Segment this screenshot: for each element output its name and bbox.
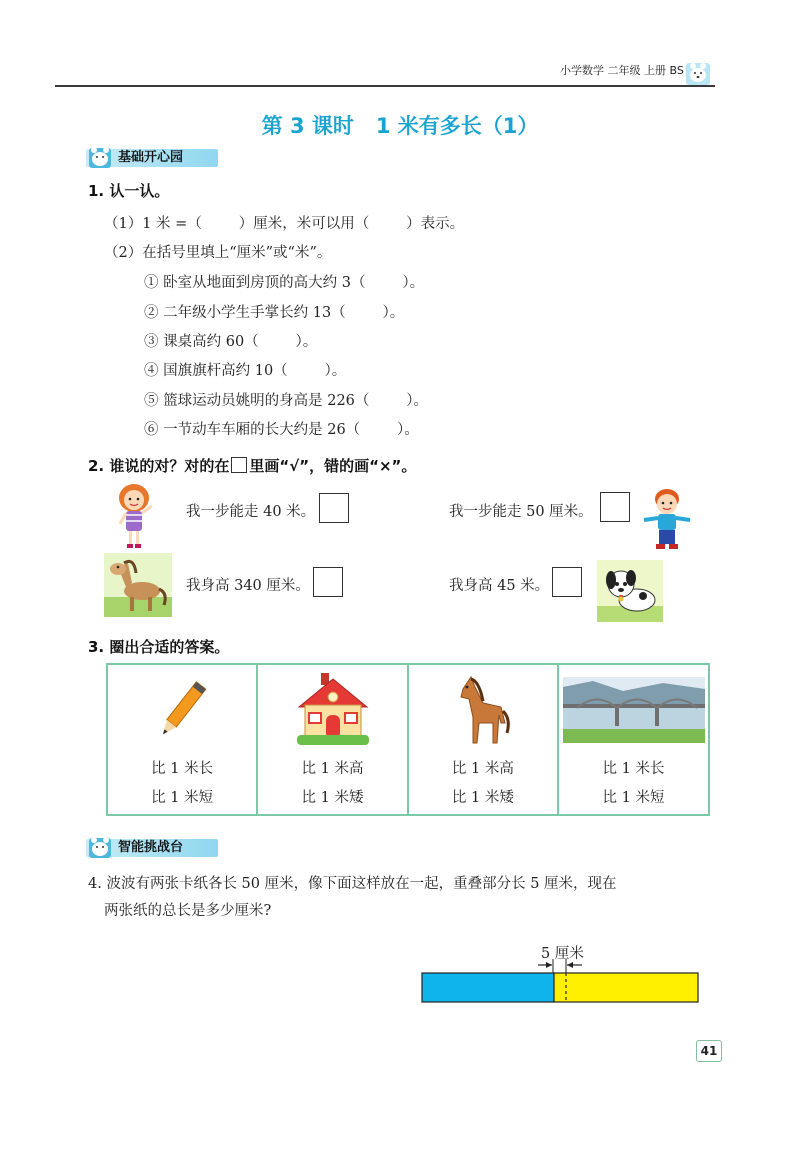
book-header: 小学数学 二年级 上册 BS xyxy=(560,64,684,77)
lesson-number: 第 3 课时 xyxy=(261,114,354,138)
lesson-topic: 1 米有多长（1） xyxy=(375,114,539,138)
section-basic-label: 基础开心园 xyxy=(118,150,184,165)
q2-title-end: 里画“√”，错的画“×”。 xyxy=(249,457,417,475)
choice-cell-pencil xyxy=(107,664,257,815)
boy-icon xyxy=(640,487,694,553)
statement-horse: 我身高 340 厘米。 xyxy=(186,578,310,594)
paper-strips-diagram xyxy=(420,955,702,1005)
q1-part1: （1）1 米 =（ ）厘米，米可以用（ ）表示。 xyxy=(104,216,465,232)
q1-part2: （2）在括号里填上“厘米”或“米”。 xyxy=(104,245,332,261)
bear-icon xyxy=(685,60,711,86)
bear-icon xyxy=(88,835,112,859)
option[interactable]: 比 1 米长 xyxy=(602,761,665,777)
girl-icon xyxy=(112,482,156,550)
q4-text-line1: 4. 波波有两张卡纸各长 50 厘米，像下面这样放在一起，重叠部分长 5 厘米，现在 xyxy=(88,876,617,892)
answer-box-girl[interactable] xyxy=(319,493,349,523)
section-basic xyxy=(86,145,226,169)
q1-item: ⑥ 一节动车车厢的长大约是 26（ ）。 xyxy=(144,422,419,438)
choice-cell-horse xyxy=(408,664,558,815)
section-challenge-label: 智能挑战台 xyxy=(118,840,184,855)
pencil-icon xyxy=(152,675,212,745)
dog-picture-icon xyxy=(597,560,663,622)
statement-girl: 我一步能走 40 米。 xyxy=(186,504,316,520)
q1-item: ② 二年级小学生手掌长约 13（ ）。 xyxy=(144,305,405,321)
bear-icon xyxy=(88,145,112,169)
statement-dog: 我身高 45 米。 xyxy=(449,578,550,594)
q1-item: ④ 国旗旗杆高约 10（ ）。 xyxy=(144,363,347,379)
option[interactable]: 比 1 米短 xyxy=(151,790,214,806)
choice-cell-house xyxy=(257,664,407,815)
choice-cell-bridge xyxy=(558,664,709,815)
choice-table xyxy=(106,663,710,816)
overlap-label: 5 厘米 xyxy=(541,946,584,962)
checkbox-sample-icon xyxy=(231,457,247,473)
answer-box-horse[interactable] xyxy=(313,567,343,597)
q1-item: ⑤ 篮球运动员姚明的身高是 226（ ）。 xyxy=(144,393,429,409)
horse-icon xyxy=(453,673,513,747)
section-challenge xyxy=(86,835,226,859)
header-rule xyxy=(55,85,715,87)
option[interactable]: 比 1 米矮 xyxy=(301,790,364,806)
q2-title-start: 2. 谁说的对？对的在 xyxy=(88,457,230,475)
lesson-title xyxy=(0,110,800,140)
q1-title: 1. 认一认。 xyxy=(88,182,170,200)
answer-box-dog[interactable] xyxy=(552,567,582,597)
horse-picture-icon xyxy=(104,553,172,617)
house-icon xyxy=(295,671,371,749)
option[interactable]: 比 1 米高 xyxy=(451,761,514,777)
right-strip xyxy=(554,973,698,1002)
option[interactable]: 比 1 米长 xyxy=(151,761,214,777)
bridge-icon xyxy=(563,677,705,743)
q3-title: 3. 圈出合适的答案。 xyxy=(88,638,230,656)
option[interactable]: 比 1 米高 xyxy=(301,761,364,777)
page-number: 41 xyxy=(696,1040,722,1062)
q1-item: ① 卧室从地面到房顶的高大约 3（ ）。 xyxy=(144,275,425,291)
q4-text-line2: 两张纸的总长是多少厘米? xyxy=(104,903,272,919)
left-strip xyxy=(422,973,554,1002)
option[interactable]: 比 1 米矮 xyxy=(451,790,514,806)
q2-title xyxy=(88,455,416,476)
q1-item: ③ 课桌高约 60（ ）。 xyxy=(144,334,318,350)
option[interactable]: 比 1 米短 xyxy=(602,790,665,806)
statement-boy: 我一步能走 50 厘米。 xyxy=(449,504,593,520)
answer-box-boy[interactable] xyxy=(600,492,630,522)
